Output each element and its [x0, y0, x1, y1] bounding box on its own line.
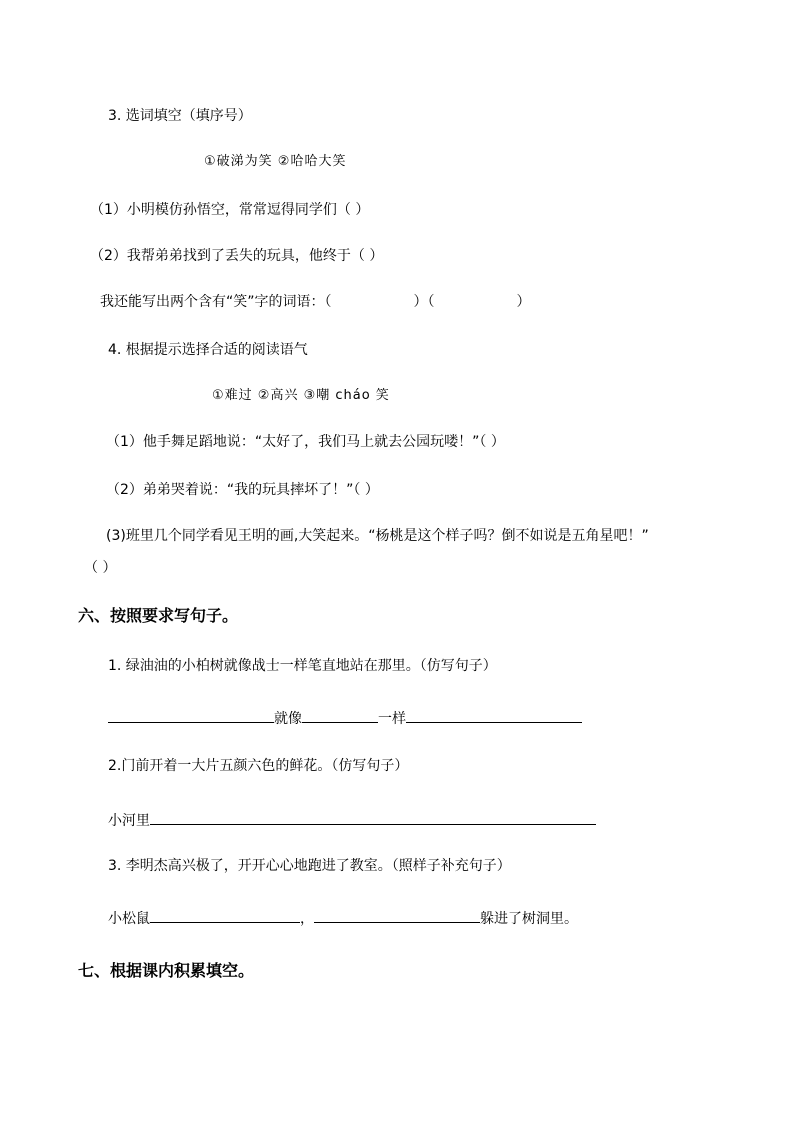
answer-blank[interactable]: [314, 908, 480, 923]
answer-blank[interactable]: [150, 810, 596, 825]
s3-prompt: 3. 李明杰高兴极了，开开心心地跑进了教室。（照样子补充句子）: [108, 858, 511, 874]
q3-item-1: （1）小明模仿孙悟空，常常逗得同学们（ ）: [90, 202, 370, 218]
s3-word-3: 躲进了树洞里。: [480, 911, 578, 927]
s1-word-2: 一样: [378, 711, 406, 727]
q4-item-2: （2）弟弟哭着说：“我的玩具摔坏了！”（ ）: [106, 482, 379, 498]
s1-answer-line: [108, 708, 582, 729]
q4-item-3: (3)班里几个同学看见王明的画,大笑起来。“杨桃是这个样子吗？倒不如说是五角星吧！”: [106, 528, 649, 544]
s2-prompt: 2.门前开着一大片五颜六色的鲜花。（仿写句子）: [108, 758, 409, 774]
q3-extra-mid: ）（: [413, 294, 435, 310]
q4-title: 4. 根据提示选择合适的阅读语气: [108, 342, 308, 358]
q3-extra-line: [100, 292, 531, 312]
answer-blank[interactable]: [406, 708, 582, 723]
s1-prompt: 1. 绿油油的小柏树就像战士一样笔直地站在那里。（仿写句子）: [108, 658, 497, 674]
answer-blank[interactable]: [150, 908, 300, 923]
section-7-heading: 七、根据课内积累填空。: [78, 961, 255, 980]
s3-answer-line: [108, 908, 578, 929]
answer-blank[interactable]: [302, 708, 378, 723]
answer-blank[interactable]: [108, 708, 274, 723]
q4-item-1: （1）他手舞足蹈地说：“太好了，我们马上就去公园玩喽！”（ ）: [106, 434, 505, 450]
s3-word-1: 小松鼠: [108, 911, 150, 927]
s2-word-1: 小河里: [108, 813, 150, 829]
q4-options: ①难过 ②高兴 ③嘲 cháo 笑: [212, 388, 390, 403]
q4-item-3-tail: （ ）: [84, 560, 117, 576]
q3-title: 3. 选词填空（填序号）: [108, 108, 252, 124]
s1-word-1: 就像: [274, 711, 302, 727]
s3-word-2: ，: [300, 911, 314, 927]
q3-extra-end: ）: [516, 294, 531, 310]
s2-answer-line: [108, 810, 596, 831]
section-6-heading: 六、按照要求写句子。: [78, 606, 239, 625]
q3-extra-prefix: 我还能写出两个含有“笑”字的词语：（: [100, 294, 332, 310]
q3-options: ①破涕为笑 ②哈哈大笑: [204, 154, 347, 169]
q3-item-2: （2）我帮弟弟找到了丢失的玩具，他终于（ ）: [90, 248, 384, 264]
